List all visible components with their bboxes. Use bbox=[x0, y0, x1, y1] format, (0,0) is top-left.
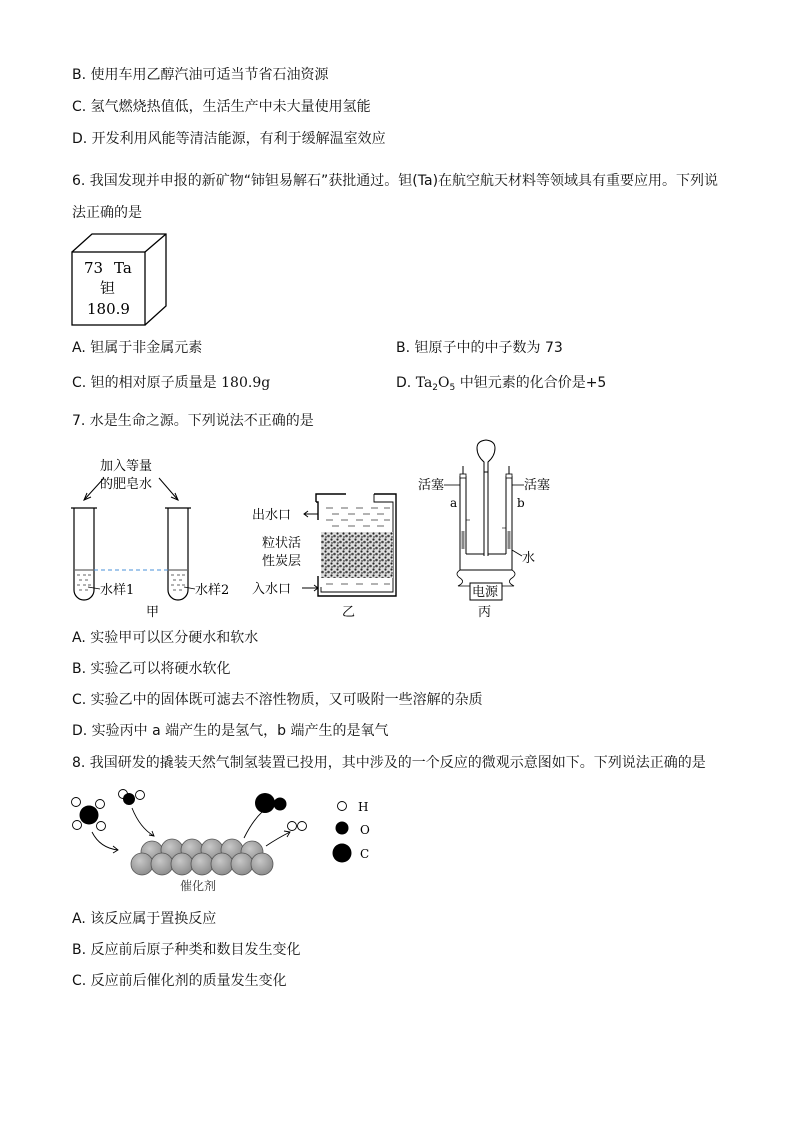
svg-text:电源: 电源 bbox=[472, 585, 499, 600]
q8-option-b: B. 反应前后原子种类和数目发生变化 bbox=[72, 942, 301, 958]
option-d-prev: D. 开发利用风能等清洁能源，有利于缓解温室效应 bbox=[72, 131, 386, 147]
svg-text:甲: 甲 bbox=[146, 605, 160, 620]
q6-option-d: D. $Ta_2O_5$ 中钽元素的化合价是+5 bbox=[396, 375, 607, 393]
element-card-figure bbox=[70, 232, 170, 327]
catalyst-label: 催化剂 bbox=[180, 879, 217, 893]
svg-text:丙: 丙 bbox=[478, 605, 492, 620]
svg-text:a: a bbox=[450, 496, 458, 510]
svg-text:水: 水 bbox=[522, 551, 536, 566]
q7-option-b: B. 实验乙可以将硬水软化 bbox=[72, 661, 231, 677]
svg-text:的肥皂水: 的肥皂水 bbox=[100, 477, 153, 492]
q6-stem-line1: 6. 我国发现并申报的新矿物“铈钽易解石”获批通过。钽(Ta)在航空航天材料等领域具有重要应用。下列说 bbox=[72, 173, 719, 189]
svg-text:活塞: 活塞 bbox=[418, 478, 445, 493]
element-number: 73 bbox=[84, 259, 104, 277]
q6-option-c: C. 钽的相对原子质量是 180.9g bbox=[72, 375, 271, 391]
svg-text:C: C bbox=[360, 847, 370, 861]
q6-option-c-value: 180.9g bbox=[221, 375, 271, 391]
option-c-prev: C. 氢气燃烧热值低，生活生产中未大量使用氢能 bbox=[72, 99, 371, 115]
svg-text:乙: 乙 bbox=[342, 605, 356, 620]
figure-jia bbox=[66, 456, 241, 621]
q6-stem-line2: 法正确的是 bbox=[72, 205, 142, 221]
svg-text:水样1: 水样1 bbox=[100, 583, 135, 598]
q8-option-a: A. 该反应属于置换反应 bbox=[72, 911, 217, 927]
q8-stem: 8. 我国研发的撬装天然气制氢装置已投用，其中涉及的一个反应的微观示意图如下。下列说法正确的是 bbox=[72, 755, 706, 771]
q7-option-d: D. 实验丙中 a 端产生的是氢气，b 端产生的是氧气 bbox=[72, 723, 389, 739]
figure-reaction bbox=[66, 784, 396, 896]
q7-option-c: C. 实验乙中的固体既可滤去不溶性物质，又可吸附一些溶解的杂质 bbox=[72, 692, 483, 708]
svg-text:H: H bbox=[358, 800, 369, 814]
element-name: 钽 bbox=[100, 279, 116, 297]
svg-text:入水口: 入水口 bbox=[252, 582, 292, 597]
q6-option-b: B. 钽原子中的中子数为 73 bbox=[396, 340, 563, 356]
figure-bing bbox=[414, 436, 574, 621]
option-b-prev: B. 使用车用乙醇汽油可适当节省石油资源 bbox=[72, 67, 329, 83]
q6-option-a: A. 钽属于非金属元素 bbox=[72, 340, 203, 356]
svg-text:粒状活: 粒状活 bbox=[262, 536, 302, 551]
q7-stem: 7. 水是生命之源。下列说法不正确的是 bbox=[72, 413, 314, 429]
q7-option-a: A. 实验甲可以区分硬水和软水 bbox=[72, 630, 259, 646]
svg-text:性炭层: 性炭层 bbox=[262, 554, 302, 569]
svg-text:b: b bbox=[517, 496, 525, 510]
svg-text:O: O bbox=[360, 823, 370, 837]
element-symbol: Ta bbox=[114, 259, 132, 277]
element-mass: 180.9 bbox=[87, 300, 130, 318]
q8-option-c: C. 反应前后催化剂的质量发生变化 bbox=[72, 973, 287, 989]
svg-text:活塞: 活塞 bbox=[524, 478, 551, 493]
figure-yi bbox=[246, 484, 406, 619]
svg-text:加入等量: 加入等量 bbox=[100, 459, 153, 474]
svg-text:出水口: 出水口 bbox=[252, 508, 292, 523]
svg-text:水样2: 水样2 bbox=[195, 583, 230, 598]
